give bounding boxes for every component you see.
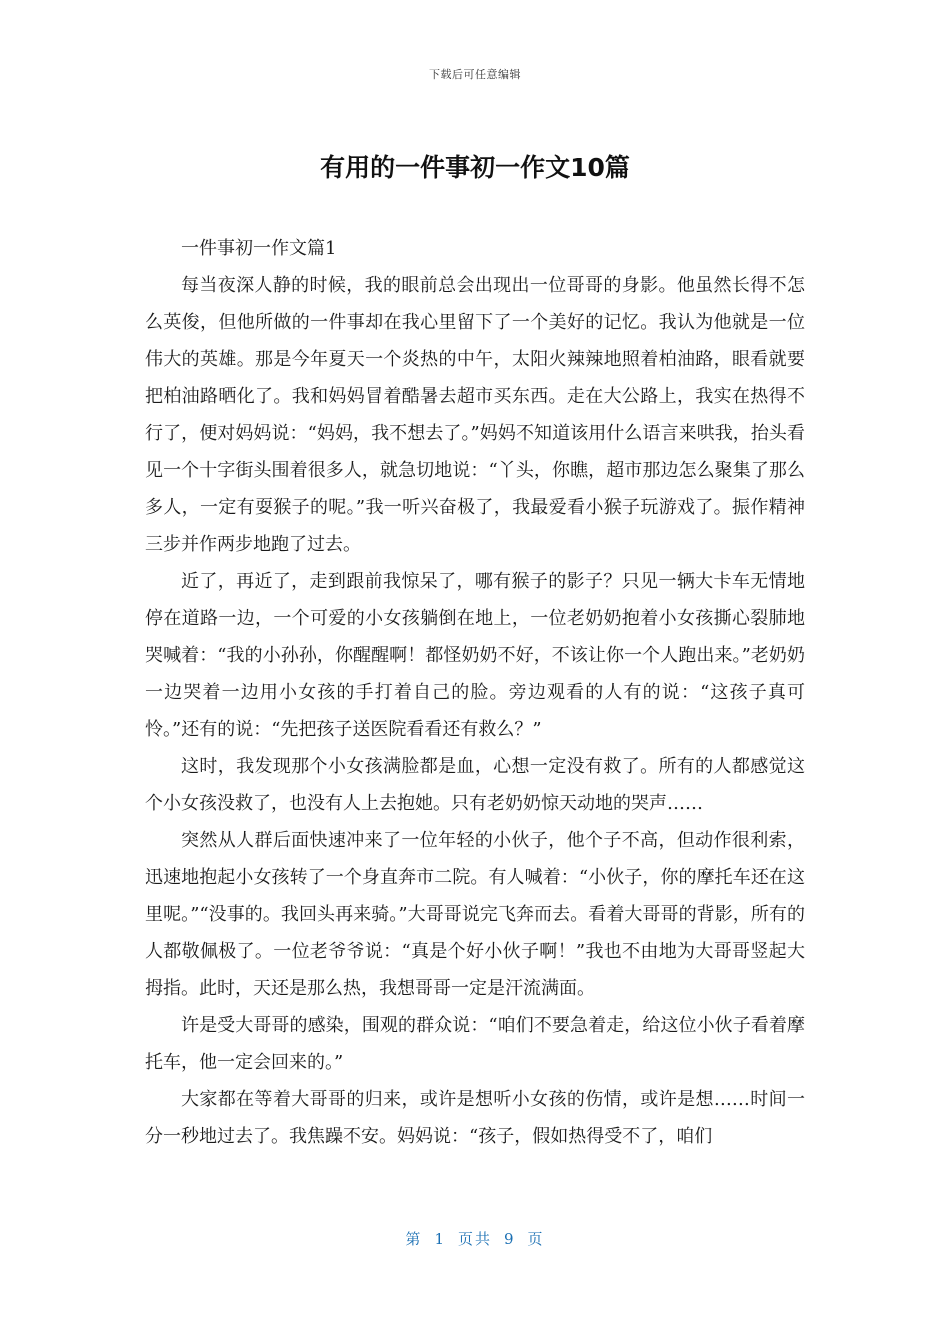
paragraph: 许是受大哥哥的感染，围观的群众说：“咱们不要急着走，给这位小伙子看着摩托车，他一定会回来的。” [145,1015,805,1073]
document-body [145,230,805,1155]
paragraph: 每当夜深人静的时候，我的眼前总会出现出一位哥哥的身影。他虽然长得不怎么英俊，但他所做的一件事却在我心里留下了一个美好的记忆。我认为他就是一位伟大的英雄。那是今年夏天一个炎热的中午，太阳火辣辣地照着柏油路，眼看就要把柏油路晒化了。我和妈妈冒着酷暑去超市买东西。走在大公路上，我实在热得不行了，便对妈妈说：“妈妈，我不想去了。”妈妈不知道该用什么语言来哄我，抬头看见一个十字街头围着很多人，就急切地说：“丫头，你瞧，超市那边怎么聚集了那么多人，一定有耍猴子的呢。”我一听兴奋极了，我最爱看小猴子玩游戏了。振作精神三步并作两步地跑了过去。 [145,275,805,555]
footer-middle: 页共 [457,1230,492,1248]
paragraph: 近了，再近了，走到跟前我惊呆了，哪有猴子的影子？只见一辆大卡车无情地停在道路一边，一个可爱的小女孩躺倒在地上，一位老奶奶抱着小女孩撕心裂肺地哭喊着：“我的小孙孙，你醒醒啊！都怪奶奶不好，不该让你一个人跑出来。”老奶奶一边哭着一边用小女孩的手打着自己的脸。旁边观看的人有的说：“这孩子真可怜。”还有的说：“先把孩子送医院看看还有救么？” [145,571,805,740]
paragraph: 突然从人群后面快速冲来了一位年轻的小伙子，他个子不高，但动作很利索，迅速地抱起小女孩转了一个身直奔市二院。有人喊着：“小伙子，你的摩托车还在这里呢。”“没事的。我回头再来骑。”大哥哥说完飞奔而去。看着大哥哥的背影，所有的人都敬佩极了。一位老爷爷说：“真是个好小伙子啊！”我也不由地为大哥哥竖起大拇指。此时，天还是那么热，我想哥哥一定是汗流满面。 [145,830,805,999]
header-note: 下载后可任意编辑 [429,68,521,81]
paragraph: 这时，我发现那个小女孩满脸都是血，心想一定没有救了。所有的人都感觉这个小女孩没救了，也没有人上去抱她。只有老奶奶惊天动地的哭声…… [145,756,805,814]
footer-suffix: 页 [527,1230,545,1248]
footer-prefix: 第 [405,1230,423,1248]
page-footer [0,1228,950,1249]
document-title: 有用的一件事初一作文10篇 [320,153,630,182]
page-total: 9 [504,1230,516,1248]
section-heading: 一件事初一作文篇1 [181,238,337,259]
page-number: 1 [434,1230,446,1248]
paragraph: 大家都在等着大哥哥的归来，或许是想听小女孩的伤情，或许是想……时间一分一秒地过去了。我焦躁不安。妈妈说：“孩子，假如热得受不了，咱们 [145,1089,805,1147]
